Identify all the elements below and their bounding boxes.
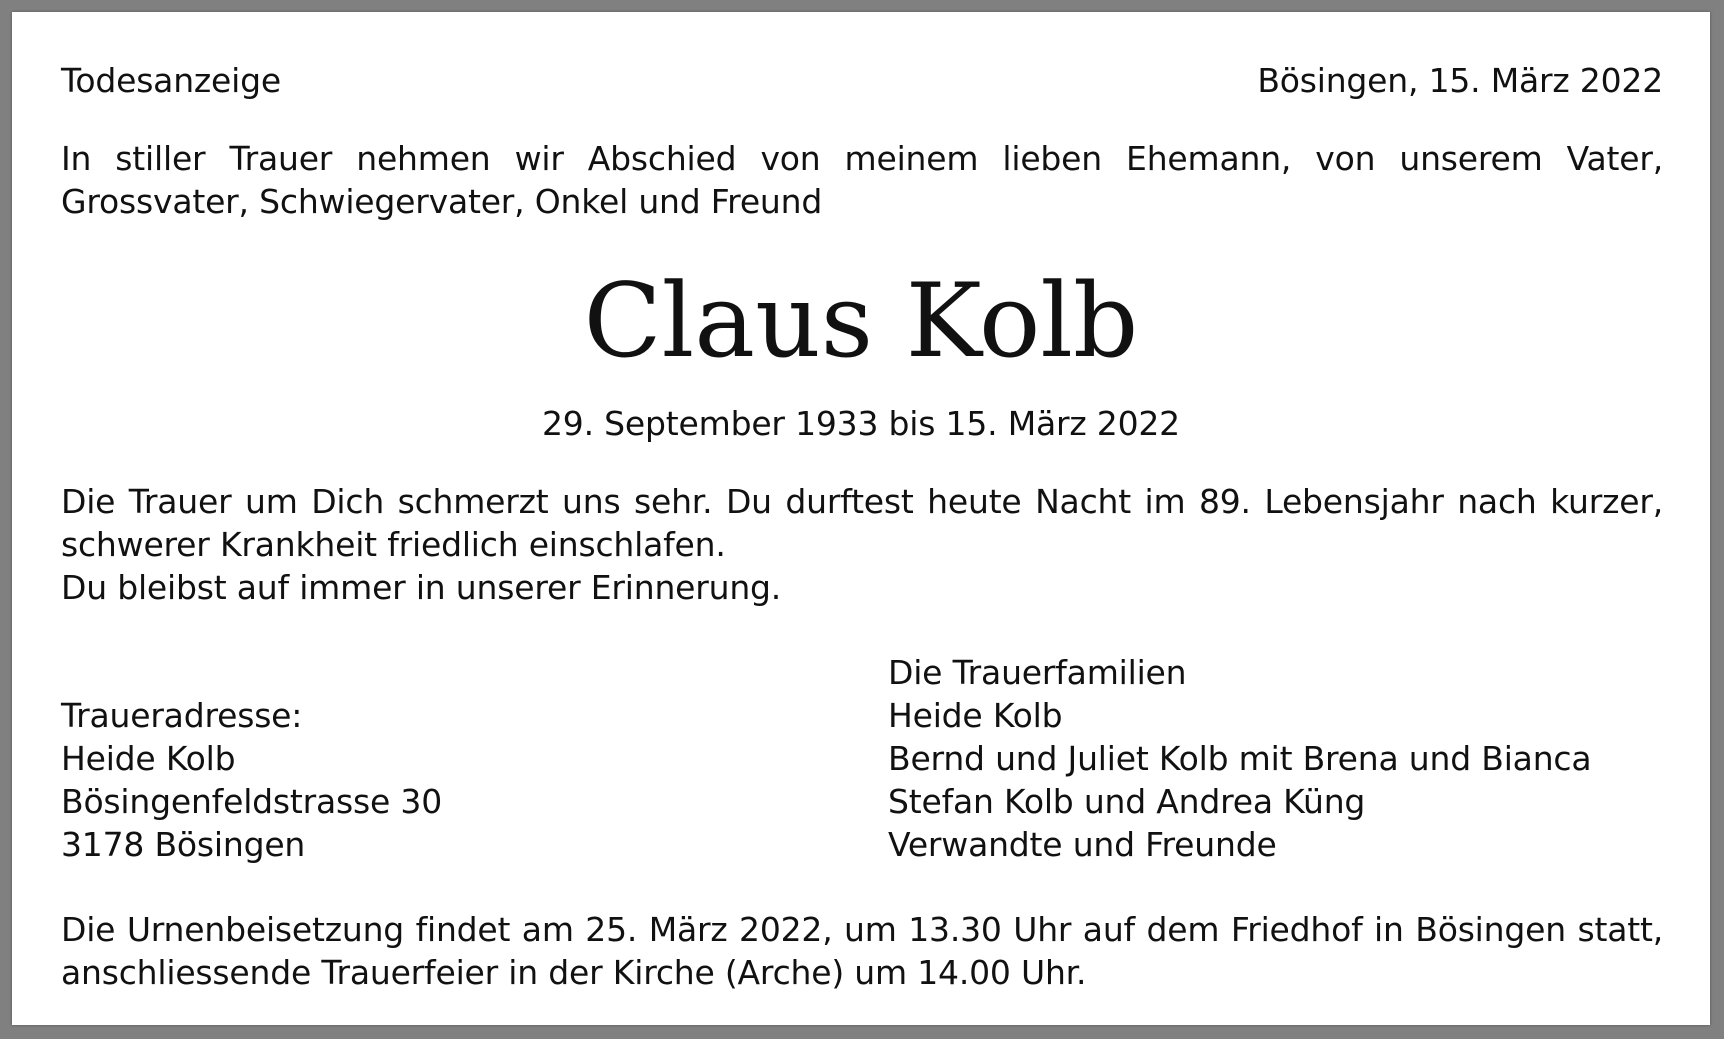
ceremony-paragraph: Die Urnenbeisetzung findet am 25. März 2022, um 13.30 Uhr auf dem Friedhof in Bösingen statt, anschliessende Trauerfeier in der Kirche (Arche) um 14.00 Uhr. [61,910,1663,992]
mourning-address [61,694,442,866]
notice-place-date: Bösingen, 15. März 2022 [1257,61,1663,100]
message-line-2: Du bleibst auf immer in unserer Erinnerung. [61,568,782,607]
address-street: Bösingenfeldstrasse 30 [61,782,442,821]
family-member: Stefan Kolb und Andrea Küng [888,782,1366,821]
family-member: Heide Kolb [888,696,1063,735]
obituary-card [12,12,1710,1025]
message-paragraph [61,480,1663,609]
notice-header [61,59,1663,102]
life-dates: 29. September 1933 bis 15. März 2022 [542,404,1180,443]
families-label: Die Trauerfamilien [888,653,1187,692]
address-label: Traueradresse: [61,696,303,735]
mourning-families [888,651,1591,866]
intro-paragraph: In stiller Trauer nehmen wir Abschied von meinem lieben Ehemann, von unserem Vater, Grossvater, Schwiegervater, Onkel und Freund [61,139,1663,221]
family-member: Verwandte und Freunde [888,825,1277,864]
family-member: Bernd und Juliet Kolb mit Brena und Bianca [888,739,1592,778]
notice-type-label: Todesanzeige [61,61,281,100]
address-city: 3178 Bösingen [61,825,306,864]
deceased-name: Claus Kolb [583,262,1139,381]
address-name: Heide Kolb [61,739,236,778]
message-line-1: Die Trauer um Dich schmerzt uns sehr. Du durftest heute Nacht im 89. Lebensjahr nach kurzer, schwerer Krankheit friedlich einschlafen. [61,482,1663,564]
